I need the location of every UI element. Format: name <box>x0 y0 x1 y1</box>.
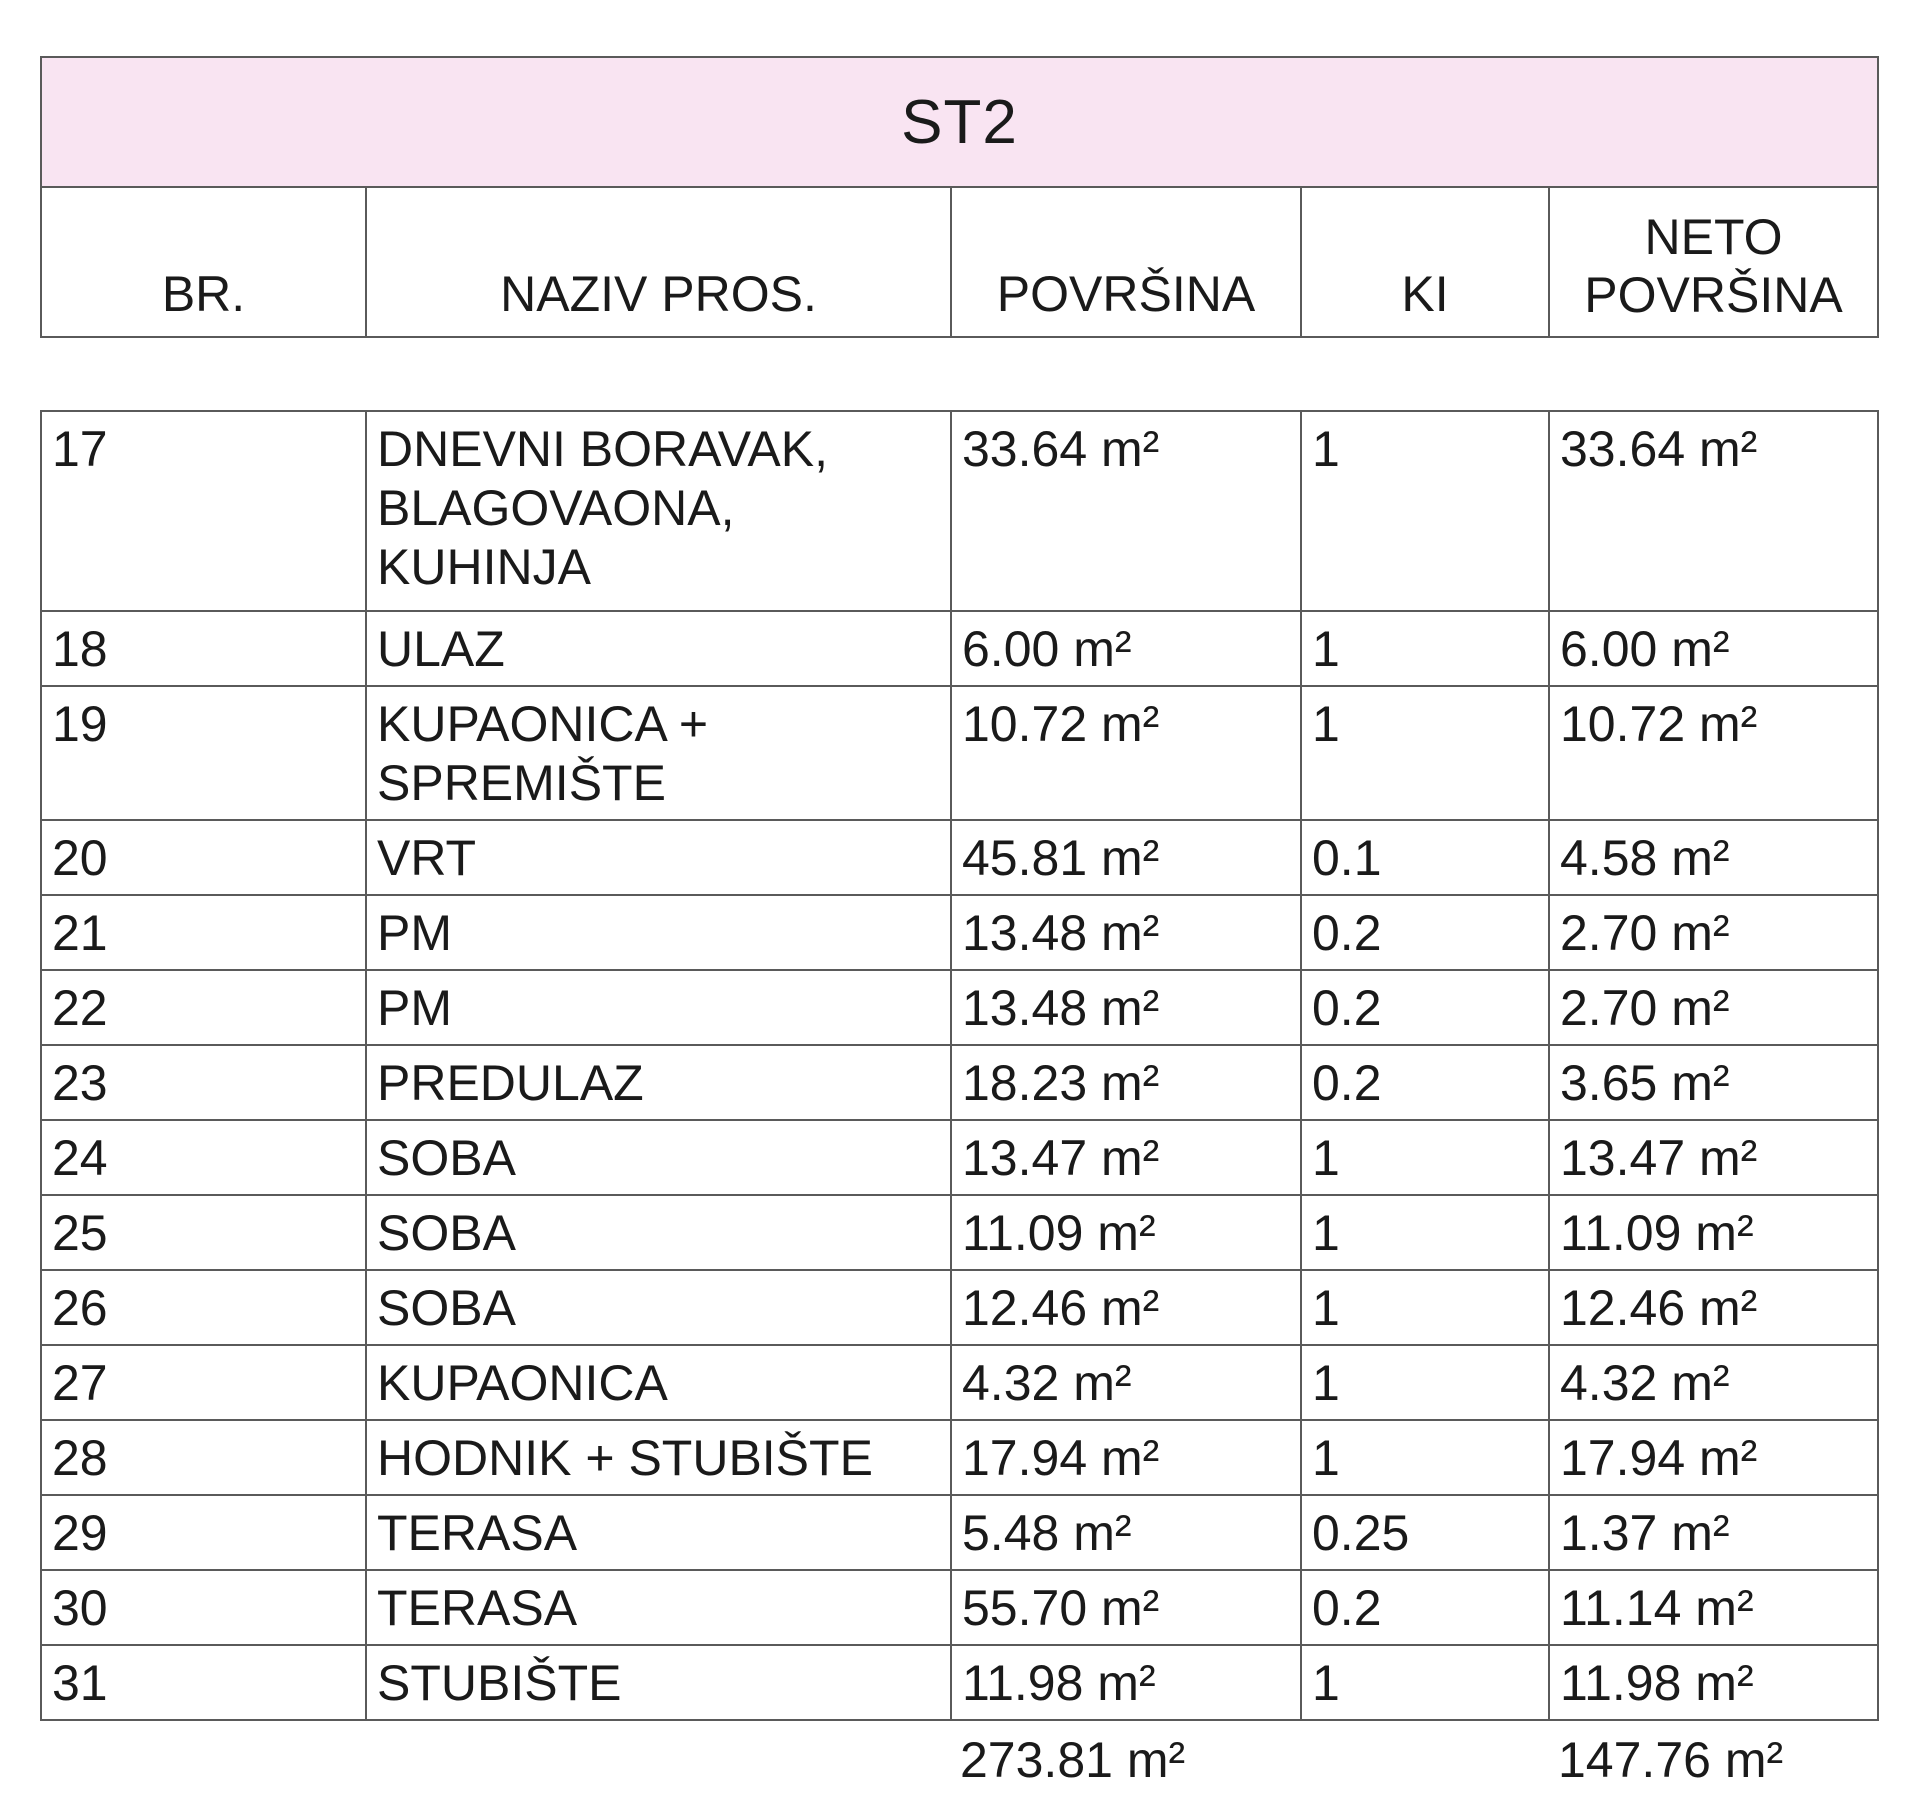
table-row <box>41 686 1878 820</box>
cell-naziv-line: PM <box>377 980 452 1036</box>
cell-naziv <box>366 895 951 970</box>
cell-br: 30 <box>41 1570 366 1645</box>
total-neto: 147.76 m² <box>1558 1732 1784 1788</box>
cell-naziv-line: STUBIŠTE <box>377 1655 622 1711</box>
header-neto <box>1549 187 1878 337</box>
cell-naziv <box>366 1570 951 1645</box>
cell-naziv-line: SOBA <box>377 1205 516 1261</box>
cell-naziv <box>366 1645 951 1720</box>
cell-naziv <box>366 820 951 895</box>
cell-naziv-line: HODNIK + STUBIŠTE <box>377 1430 873 1486</box>
table-row <box>41 1120 1878 1195</box>
cell-ki: 0.2 <box>1301 1570 1549 1645</box>
cell-naziv-line: SOBA <box>377 1280 516 1336</box>
cell-br: 29 <box>41 1495 366 1570</box>
cell-naziv <box>366 1045 951 1120</box>
totals-empty-ki <box>1300 1721 1548 1801</box>
table-row <box>41 1645 1878 1720</box>
cell-neto: 1.37 m² <box>1549 1495 1878 1570</box>
area-table <box>40 56 1877 1801</box>
cell-ki: 1 <box>1301 611 1549 686</box>
cell-neto: 11.14 m² <box>1549 1570 1878 1645</box>
cell-neto: 33.64 m² <box>1549 411 1878 611</box>
cell-br: 17 <box>41 411 366 611</box>
cell-povrsina: 6.00 m² <box>951 611 1301 686</box>
table-row <box>41 1495 1878 1570</box>
table-row <box>41 1420 1878 1495</box>
cell-br: 26 <box>41 1270 366 1345</box>
cell-br: 23 <box>41 1045 366 1120</box>
cell-br: 28 <box>41 1420 366 1495</box>
cell-naziv <box>366 970 951 1045</box>
cell-naziv-line: PM <box>377 905 452 961</box>
cell-ki: 1 <box>1301 1195 1549 1270</box>
totals-empty-naziv <box>365 1721 950 1801</box>
cell-neto: 2.70 m² <box>1549 895 1878 970</box>
cell-naziv <box>366 686 951 820</box>
cell-br: 25 <box>41 1195 366 1270</box>
cell-ki: 1 <box>1301 1270 1549 1345</box>
header-naziv: NAZIV PROS. <box>366 187 951 337</box>
cell-povrsina: 13.48 m² <box>951 970 1301 1045</box>
cell-br: 18 <box>41 611 366 686</box>
table-row <box>41 1045 1878 1120</box>
cell-naziv <box>366 611 951 686</box>
cell-naziv-line: KUPAONICA + <box>377 696 709 752</box>
table-row <box>41 895 1878 970</box>
cell-naziv-line: DNEVNI BORAVAK, <box>377 421 829 477</box>
cell-ki: 1 <box>1301 1420 1549 1495</box>
header-neto-line1: NETO <box>1644 209 1783 265</box>
table-header <box>40 56 1879 338</box>
header-neto-line2: POVRŠINA <box>1584 267 1843 323</box>
cell-naziv <box>366 1420 951 1495</box>
table-row <box>41 1345 1878 1420</box>
table-row <box>41 1195 1878 1270</box>
cell-naziv-line: ULAZ <box>377 621 505 677</box>
cell-neto: 4.58 m² <box>1549 820 1878 895</box>
table-row <box>41 1270 1878 1345</box>
cell-naziv <box>366 1270 951 1345</box>
cell-neto: 12.46 m² <box>1549 1270 1878 1345</box>
cell-naziv-line: KUPAONICA <box>377 1355 668 1411</box>
cell-ki: 1 <box>1301 1645 1549 1720</box>
cell-naziv <box>366 1195 951 1270</box>
cell-br: 31 <box>41 1645 366 1720</box>
cell-naziv-line: BLAGOVAONA, <box>377 480 735 536</box>
cell-br: 21 <box>41 895 366 970</box>
cell-ki: 1 <box>1301 1345 1549 1420</box>
cell-neto: 10.72 m² <box>1549 686 1878 820</box>
totals-empty-br <box>40 1721 365 1801</box>
totals-row <box>40 1721 1877 1801</box>
cell-naziv <box>366 1120 951 1195</box>
cell-ki: 1 <box>1301 411 1549 611</box>
cell-neto: 13.47 m² <box>1549 1120 1878 1195</box>
table-row <box>41 970 1878 1045</box>
cell-povrsina: 4.32 m² <box>951 1345 1301 1420</box>
cell-povrsina: 33.64 m² <box>951 411 1301 611</box>
table-row <box>41 611 1878 686</box>
cell-povrsina: 11.98 m² <box>951 1645 1301 1720</box>
total-povrsina: 273.81 m² <box>960 1732 1186 1788</box>
cell-naziv-line: VRT <box>377 830 477 886</box>
cell-naziv-line: PREDULAZ <box>377 1055 644 1111</box>
header-br: BR. <box>41 187 366 337</box>
cell-povrsina: 18.23 m² <box>951 1045 1301 1120</box>
cell-ki: 0.2 <box>1301 1045 1549 1120</box>
cell-neto: 11.98 m² <box>1549 1645 1878 1720</box>
cell-neto: 6.00 m² <box>1549 611 1878 686</box>
cell-naziv-line: SOBA <box>377 1130 516 1186</box>
cell-povrsina: 5.48 m² <box>951 1495 1301 1570</box>
cell-povrsina: 11.09 m² <box>951 1195 1301 1270</box>
cell-ki: 1 <box>1301 1120 1549 1195</box>
cell-povrsina: 55.70 m² <box>951 1570 1301 1645</box>
cell-neto: 2.70 m² <box>1549 970 1878 1045</box>
cell-neto: 11.09 m² <box>1549 1195 1878 1270</box>
cell-povrsina: 12.46 m² <box>951 1270 1301 1345</box>
cell-povrsina: 45.81 m² <box>951 820 1301 895</box>
cell-povrsina: 13.48 m² <box>951 895 1301 970</box>
table-row <box>41 1570 1878 1645</box>
table-gap <box>40 338 1877 410</box>
cell-neto: 3.65 m² <box>1549 1045 1878 1120</box>
cell-ki: 0.25 <box>1301 1495 1549 1570</box>
cell-naziv <box>366 1345 951 1420</box>
cell-br: 24 <box>41 1120 366 1195</box>
cell-naziv-line: SPREMIŠTE <box>377 755 666 811</box>
cell-naziv <box>366 411 951 611</box>
table-title: ST2 <box>41 57 1878 187</box>
table-body <box>40 410 1879 1721</box>
cell-ki: 1 <box>1301 686 1549 820</box>
cell-ki: 0.1 <box>1301 820 1549 895</box>
cell-ki: 0.2 <box>1301 970 1549 1045</box>
header-povrsina: POVRŠINA <box>951 187 1301 337</box>
cell-br: 19 <box>41 686 366 820</box>
cell-ki: 0.2 <box>1301 895 1549 970</box>
cell-br: 20 <box>41 820 366 895</box>
cell-naziv-line: TERASA <box>377 1505 578 1561</box>
cell-br: 27 <box>41 1345 366 1420</box>
table-row <box>41 411 1878 611</box>
cell-naziv-line: TERASA <box>377 1580 578 1636</box>
cell-naziv-line: KUHINJA <box>377 539 591 595</box>
cell-br: 22 <box>41 970 366 1045</box>
cell-povrsina: 17.94 m² <box>951 1420 1301 1495</box>
cell-povrsina: 10.72 m² <box>951 686 1301 820</box>
cell-neto: 4.32 m² <box>1549 1345 1878 1420</box>
table-row <box>41 820 1878 895</box>
cell-povrsina: 13.47 m² <box>951 1120 1301 1195</box>
cell-neto: 17.94 m² <box>1549 1420 1878 1495</box>
cell-naziv <box>366 1495 951 1570</box>
header-ki: KI <box>1301 187 1549 337</box>
